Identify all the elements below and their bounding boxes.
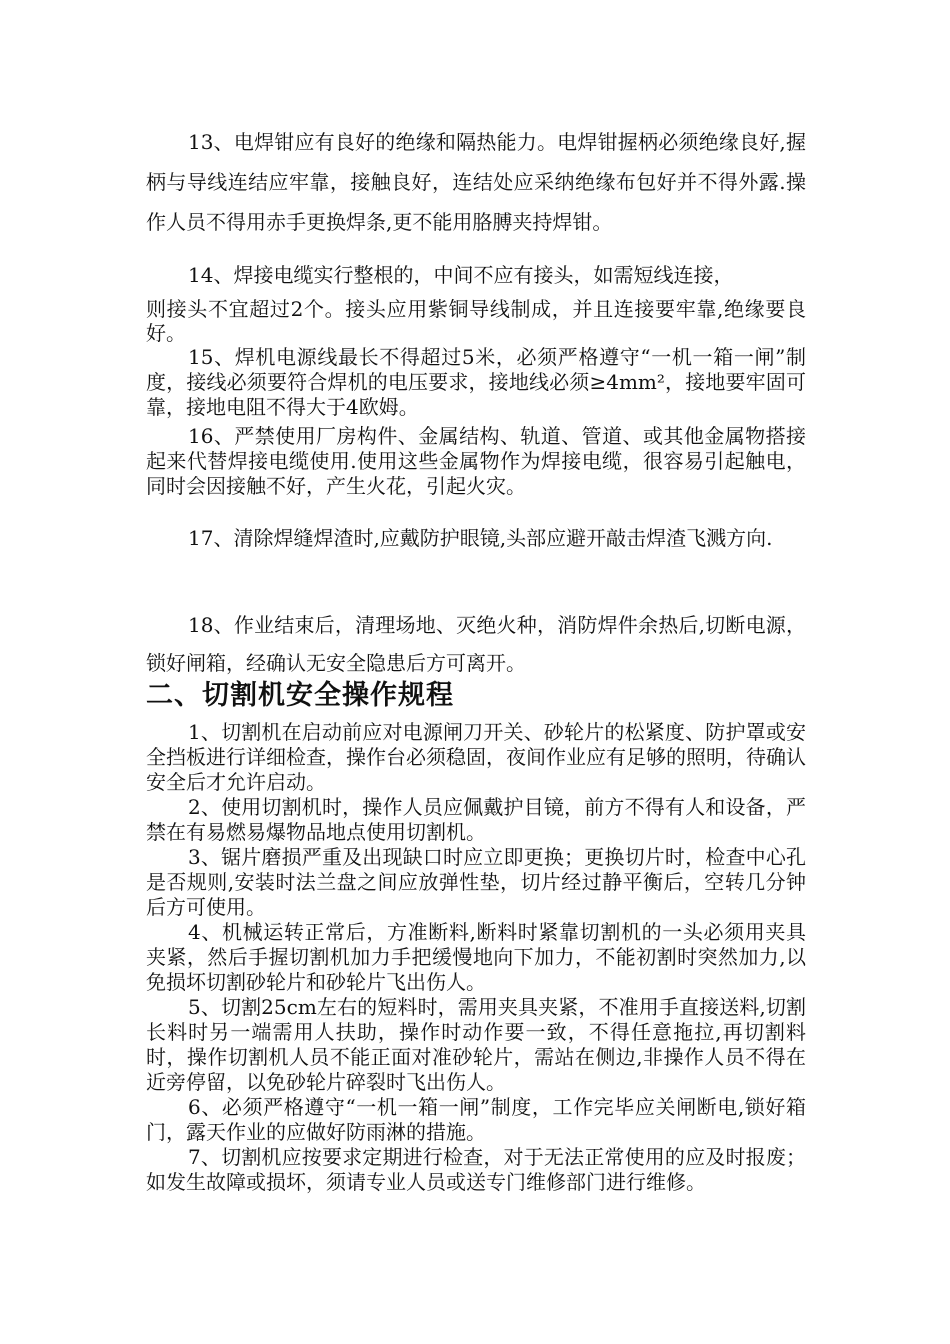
list-item: 7、切割机应按要求定期进行检查，对于无法正常使用的应及时报废；如发生故障或损坏，须请专业人员或送专门维修部门进行维修。 xyxy=(146,1145,806,1194)
list-item: 5、切割25cm左右的短料时，需用夹具夹紧，不准用手直接送料,切割长料时另一端需用人扶助，操作时动作要一致，不得任意拖拉,再切割料时，操作切割机人员不能正面对准砂轮片，需站在侧边,非操作人员不得在近旁停留，以免砂轮片碎裂时飞出伤人。 xyxy=(146,995,806,1094)
paragraph-item-16: 16、严禁使用厂房构件、金属结构、轨道、管道、或其他金属物搭接起来代替焊接电缆使用.使用这些金属物作为焊接电缆，很容易引起触电，同时会因接触不好，产生火花，引起火灾。 xyxy=(146,424,806,498)
paragraph-item-15: 15、焊机电源线最长不得超过5米，必须严格遵守“一机一箱一闸”制度，接线必须要符合焊机的电压要求，接地线必须≥4mm²，接地要牢固可靠，接地电阻不得大于4欧姆。 xyxy=(146,345,806,419)
paragraph-item-17: 17、清除焊缝焊渣时,应戴防护眼镜,头部应避开敲击焊渣飞溅方向. xyxy=(188,526,773,550)
list-item: 1、切割机在启动前应对电源闸刀开关、砂轮片的松紧度、防护罩或安全挡板进行详细检查，操作台必须稳固，夜间作业应有足够的照明，待确认安全后才允许启动。 xyxy=(146,720,806,794)
list-item: 2、使用切割机时，操作人员应佩戴护目镜，前方不得有人和设备，严禁在有易燃易爆物品地点使用切割机。 xyxy=(146,795,806,844)
list-item: 3、锯片磨损严重及出现缺口时应立即更换；更换切片时，检查中心孔是否规则,安装时法兰盘之间应放弹性垫，切片经过静平衡后，空转几分钟后方可使用。 xyxy=(146,845,806,919)
section-2-list xyxy=(146,720,806,1195)
list-item: 6、必须严格遵守“一机一箱一闸”制度，工作完毕应关闸断电,锁好箱门，露天作业的应做好防雨淋的措施。 xyxy=(146,1095,806,1144)
section-title: 二、切割机安全操作规程 xyxy=(146,680,454,711)
paragraph-item-14-rest: 则接头不宜超过2个。接头应用紫铜导线制成，并且连接要牢靠,绝缘要良好。 xyxy=(146,297,806,345)
paragraph-item-18: 18、作业结束后，清理场地、灭绝火种，消防焊件余热后,切断电源，锁好闸箱，经确认无安全隐患后方可离开。 xyxy=(146,613,806,675)
paragraph-item-14-first-line: 14、焊接电缆实行整根的，中间不应有接头，如需短线连接， xyxy=(188,263,734,287)
list-item: 4、机械运转正常后，方准断料,断料时紧靠切割机的一头必须用夹具夹紧，然后手握切割机加力手把缓慢地向下加力，不能初割时突然加力,以免损坏切割砂轮片和砂轮片飞出伤人。 xyxy=(146,920,806,994)
paragraph-item-13: 13、电焊钳应有良好的绝缘和隔热能力。电焊钳握柄必须绝缘良好,握柄与导线连结应牢靠，接触良好，连结处应采纳绝缘布包好并不得外露.操作人员不得用赤手更换焊条,更不能用胳膊夹持焊钳。 xyxy=(146,130,806,234)
